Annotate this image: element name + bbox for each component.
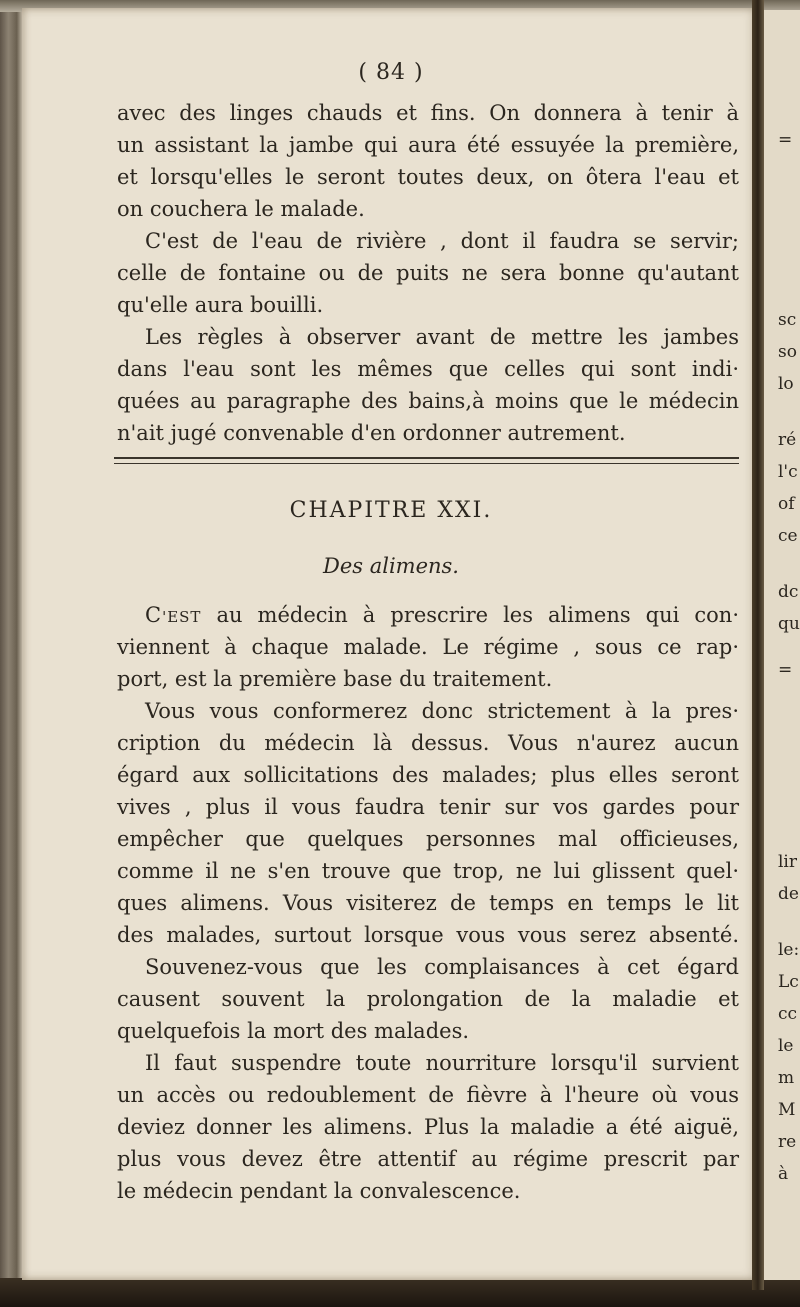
- book-spine: [0, 0, 24, 1307]
- text-line: Il faut suspendre toute nourriture lorsqu'il survient: [145, 1051, 739, 1075]
- text-line: ques alimens. Vous visiterez de temps en temps le lit: [117, 891, 739, 915]
- text-line: C'est de l'eau de rivière , dont il faudra se servir;: [145, 229, 739, 253]
- text-line: un assistant la jambe qui aura été essuyée la première,: [117, 133, 739, 157]
- text-line: vives , plus il vous faudra tenir sur vos gardes pour: [117, 795, 739, 819]
- text-line: des malades, surtout lorsque vous vous serez absenté.: [117, 923, 739, 947]
- section-divider-thin: [114, 463, 739, 464]
- facing-fragment: le:: [778, 940, 800, 960]
- chapter-subtitle: Des alimens.: [323, 554, 459, 578]
- facing-fragment: so: [778, 342, 797, 362]
- text-line: n'ait jugé convenable d'en ordonner autrement.: [117, 421, 626, 445]
- facing-fragment: =: [778, 130, 793, 150]
- text-line: comme il ne s'en trouve que trop, ne lui glissent quel·: [117, 859, 739, 883]
- text-line: Les règles à observer avant de mettre les jambes: [145, 325, 739, 349]
- facing-fragment: =: [778, 660, 793, 680]
- section-divider-thick: [114, 457, 739, 459]
- text-line: le médecin pendant la convalescence.: [117, 1179, 521, 1203]
- text-line: Vous vous conformerez donc strictement à la pres·: [145, 699, 739, 723]
- facing-fragment: m: [778, 1068, 795, 1088]
- text-line: cription du médecin là dessus. Vous n'aurez aucun: [117, 731, 739, 755]
- facing-fragment: le: [778, 1036, 794, 1056]
- drop-cap: C: [145, 603, 163, 627]
- text-line: dans l'eau sont les mêmes que celles qui sont indi·: [117, 357, 739, 381]
- text-line: causent souvent la prolongation de la maladie et: [117, 987, 739, 1011]
- facing-fragment: sc: [778, 310, 797, 330]
- page-number: ( 84 ): [358, 60, 424, 85]
- text-line: deviez donner les alimens. Plus la maladie a été aiguë,: [117, 1115, 739, 1139]
- page-bottom-edge: [0, 1278, 800, 1307]
- facing-fragment: M: [778, 1100, 796, 1120]
- book-page: [22, 8, 760, 1280]
- text-line: Souvenez-vous que les complaisances à cet égard: [145, 955, 739, 979]
- text-line: on couchera le malade.: [117, 197, 365, 221]
- facing-fragment: lir: [778, 852, 798, 872]
- text-line: et lorsqu'elles le seront toutes deux, on ôtera l'eau et: [117, 165, 739, 189]
- text-line: port, est la première base du traitement.: [117, 667, 553, 691]
- facing-fragment: à: [778, 1164, 789, 1184]
- small-caps-text: 'EST: [162, 608, 202, 626]
- text-line: celle de fontaine ou de puits ne sera bonne qu'autant: [117, 261, 739, 285]
- facing-fragment: ré: [778, 430, 797, 450]
- facing-fragment: Lc: [778, 972, 799, 992]
- facing-fragment: qu: [778, 614, 800, 634]
- text-line: un accès ou redoublement de fièvre à l'heure où vous: [117, 1083, 739, 1107]
- text-line: qu'elle aura bouilli.: [117, 293, 324, 317]
- text-line: quelquefois la mort des malades.: [117, 1019, 470, 1043]
- facing-fragment: ce: [778, 526, 798, 546]
- chapter-title: CHAPITRE XXI.: [289, 498, 493, 523]
- facing-fragment: cc: [778, 1004, 798, 1024]
- facing-fragment: de: [778, 884, 799, 904]
- text-line-first: [145, 602, 739, 630]
- text-line: quées au paragraphe des bains,à moins que le médecin: [117, 389, 739, 413]
- book-gutter: [752, 0, 764, 1290]
- text-line: avec des linges chauds et fins. On donnera à tenir à: [117, 101, 739, 125]
- text-line: plus vous devez être attentif au régime prescrit par: [117, 1147, 739, 1171]
- text-line: égard aux sollicitations des malades; plus elles seront: [117, 763, 739, 787]
- facing-fragment: of: [778, 494, 795, 514]
- text-line: empêcher que quelques personnes mal officieuses,: [117, 827, 739, 851]
- facing-fragment: l'c: [778, 462, 798, 482]
- facing-page-edge: [764, 10, 800, 1280]
- facing-fragment: dc: [778, 582, 799, 602]
- facing-fragment: lo: [778, 374, 794, 394]
- text-line: viennent à chaque malade. Le régime , sous ce rap·: [117, 635, 739, 659]
- facing-fragment: re: [778, 1132, 797, 1152]
- line-rest: au médecin à prescrire les alimens qui con·: [201, 603, 739, 627]
